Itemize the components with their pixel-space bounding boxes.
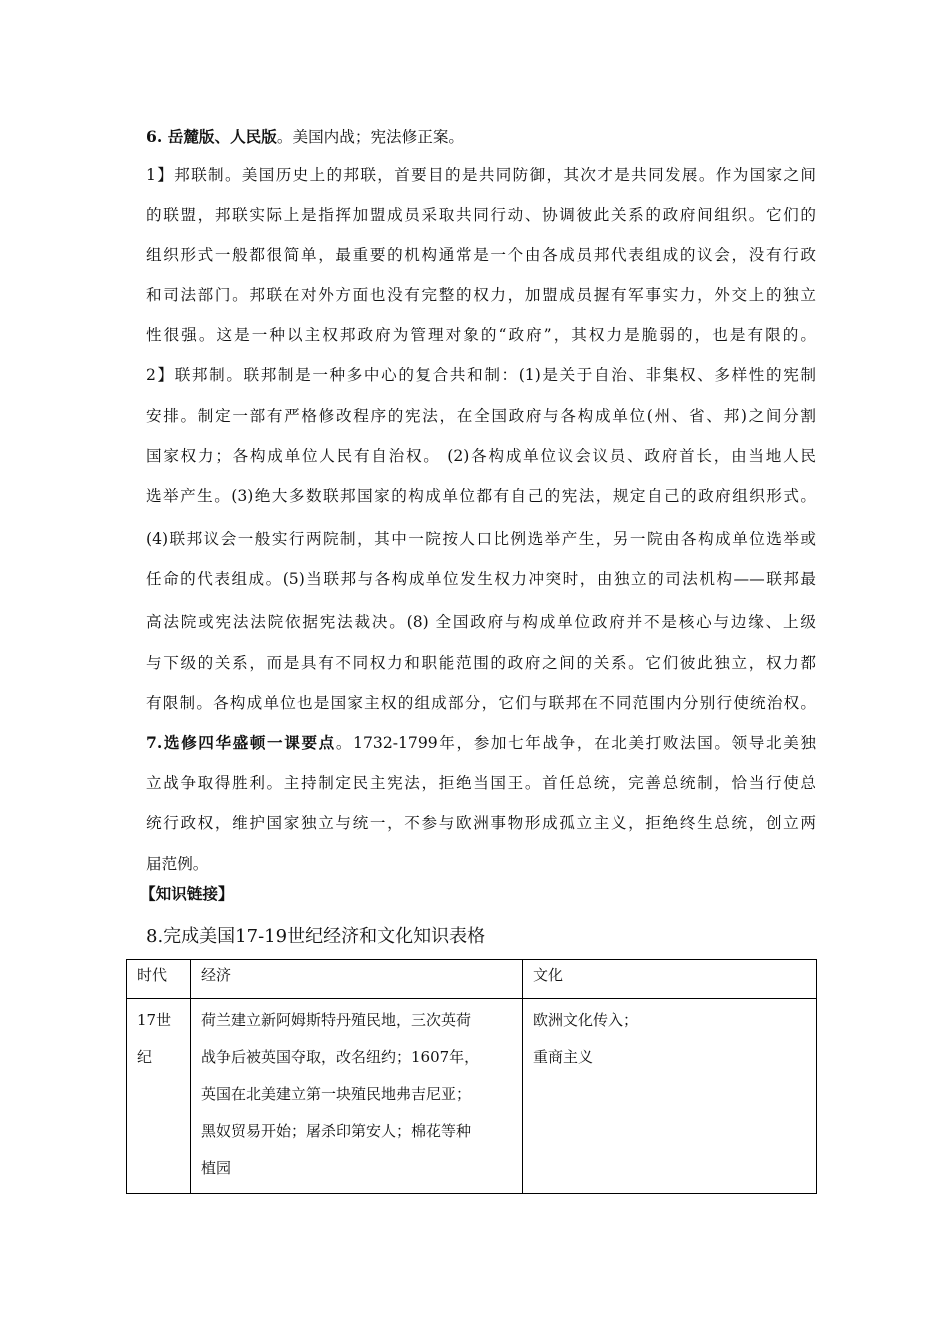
para1-line-1: 1】邦联制。美国历史上的邦联，首要目的是共同防御，其次才是共同发展。作为国家之间 xyxy=(146,166,816,184)
economy-line: 英国在北美建立第一块殖民地弗吉尼亚； xyxy=(201,1085,472,1103)
section-6-heading xyxy=(146,126,816,148)
cell-culture xyxy=(523,999,817,1194)
section-6-label: 6. 岳麓版、人民版 xyxy=(146,127,277,146)
para1-line-3: 组织形式一般都很简单，最重要的机构通常是一个由各成员邦代表组成的议会，没有行政 xyxy=(146,246,816,264)
section-7-heading xyxy=(146,732,816,754)
section-7-line-4: 届范例。 xyxy=(146,855,209,873)
table-row xyxy=(127,999,817,1194)
culture-line: 重商主义 xyxy=(533,1048,594,1066)
para2-line-9: 有限制。各构成单位也是国家主权的组成部分，它们与联邦在不同范围内分别行使统治权。 xyxy=(146,694,816,712)
section-7-line-2: 立战争取得胜利。主持制定民主宪法，拒绝当国王。首任总统，完善总统制，恰当行使总 xyxy=(146,774,816,792)
section-7-line-3: 统行政权，维护国家独立与统一，不参与欧洲事物形成孤立主义，拒绝终生总统，创立两 xyxy=(146,814,816,832)
para2-line-1: 2】联邦制。联邦制是一种多中心的复合共和制：(1)是关于自治、非集权、多样性的宪制 xyxy=(146,366,816,384)
section-6-text: 。美国内战；宪法修正案。 xyxy=(276,128,465,146)
cell-era xyxy=(127,999,191,1194)
para1-line-4: 和司法部门。邦联在对外方面也没有完整的权力，加盟成员握有军事实力，外交上的独立 xyxy=(146,286,816,304)
economy-line: 黑奴贸易开始；屠杀印第安人；棉花等种 xyxy=(201,1122,472,1140)
era-line: 纪 xyxy=(137,1048,153,1066)
para2-line-8: 与下级的关系，而是具有不同权力和职能范围的政府之间的关系。它们彼此独立，权力都 xyxy=(146,654,816,672)
cell-economy xyxy=(191,999,523,1194)
knowledge-table xyxy=(126,959,817,1194)
section-7-label: 7.选修四华盛顿一课要点 xyxy=(146,733,336,752)
era-line: 17世 xyxy=(137,1011,172,1029)
economy-line: 植园 xyxy=(201,1159,232,1177)
header-culture: 文化 xyxy=(523,960,817,999)
table-title: 8.完成美国17-19世纪经济和文化知识表格 xyxy=(146,926,486,947)
para2-line-4: 选举产生。(3)绝大多数联邦国家的构成单位都有自己的宪法，规定自己的政府组织形式。 xyxy=(146,487,816,505)
para2-line-3: 国家权力；各构成单位人民有自治权。 (2)各构成单位议会议员、政府首长，由当地人民 xyxy=(146,447,816,465)
knowledge-link-heading: 【知识链接】 xyxy=(140,884,234,903)
table-header-row xyxy=(127,960,817,999)
economy-line: 战争后被英国夺取，改名纽约；1607年， xyxy=(201,1048,480,1066)
para2-line-5: (4)联邦议会一般实行两院制，其中一院按人口比例选举产生，另一院由各构成单位选举或 xyxy=(146,530,816,548)
para1-line-5: 性很强。这是一种以主权邦政府为管理对象的“政府”，其权力是脆弱的，也是有限的。 xyxy=(146,326,816,344)
header-economy: 经济 xyxy=(191,960,523,999)
economy-line: 荷兰建立新阿姆斯特丹殖民地，三次英荷 xyxy=(201,1011,472,1029)
culture-line: 欧洲文化传入； xyxy=(533,1011,639,1029)
header-era: 时代 xyxy=(127,960,191,999)
para1-line-2: 的联盟，邦联实际上是指挥加盟成员采取共同行动、协调彼此关系的政府间组织。它们的 xyxy=(146,206,816,224)
para2-line-7: 高法院或宪法法院依据宪法裁决。(8) 全国政府与构成单位政府并不是核心与边缘、上级 xyxy=(146,613,816,631)
para2-line-2: 安排。制定一部有严格修改程序的宪法，在全国政府与各构成单位(州、省、邦)之间分割 xyxy=(146,407,816,425)
para2-line-6: 任命的代表组成。(5)当联邦与各构成单位发生权力冲突时，由独立的司法机构——联邦最 xyxy=(146,570,816,588)
section-7-first-text: 。1732-1799年，参加七年战争，在北美打败法国。领导北美独 xyxy=(335,734,816,752)
